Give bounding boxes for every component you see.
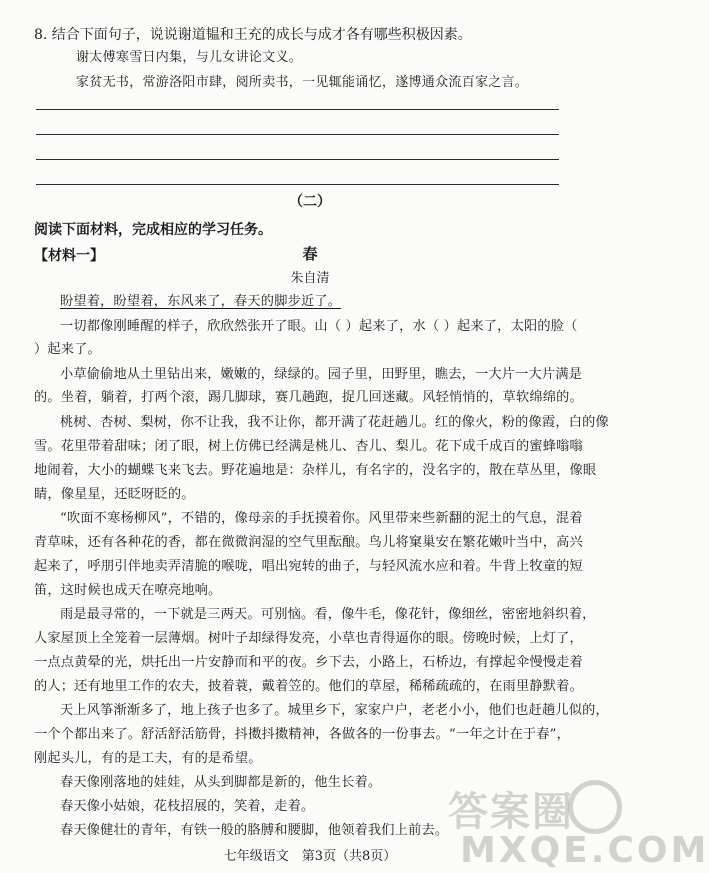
- section-title: （二）: [289, 194, 331, 210]
- passage-author: 朱自清: [290, 271, 330, 286]
- passage-line: 雪。花里带着甜味；闭了眼，树上仿佛已经满是桃儿、杏儿、梨儿。花下成千成百的蜜蜂嗡嗡: [34, 439, 583, 454]
- passage-line: 地闹着，大小的蝴蝶飞来飞去。野花遍地是：杂样儿，有名字的，没名字的，散在草丛里，像眼: [34, 463, 597, 478]
- passage-line: 盼望着，盼望着，东风来了，春天的脚步近了。: [60, 294, 342, 309]
- passage-line: 春天像健壮的青年，有铁一般的胳膊和腰脚，他领着我们上前去。: [60, 823, 449, 838]
- question-8-quote-2: 家贫无书，常游洛阳市肆，阅所卖书，一见辄能诵忆，遂博通众流百家之言。: [76, 75, 529, 90]
- passage-line: 睛，像星星，还眨呀眨的。: [34, 487, 195, 502]
- passage-line: 笛，这时候也成天在嘹亮地响。: [34, 583, 222, 598]
- answer-line-2[interactable]: [36, 134, 559, 135]
- passage-line: 雨是最寻常的，一下就是三两天。可别恼。看，像牛毛，像花针，像细丝，密密地斜织着，: [60, 607, 596, 622]
- answer-line-1[interactable]: [36, 109, 559, 110]
- passage-line: 一点点黄晕的光，烘托出一片安静而和平的夜。乡下去，小路上，石桥边，有撑起伞慢慢走着: [34, 655, 583, 670]
- passage-line: 人家屋顶上全笼着一层薄烟。树叶子却绿得发亮，小草也青得逼你的眼。傍晚时候，上灯了，: [34, 631, 583, 646]
- passage-line: 的。坐着，躺着，打两个滚，踢几脚球，赛几趟跑，捉几回迷藏。风轻悄悄的，草软绵绵的。: [34, 390, 583, 405]
- passage-line: ）起来了。: [34, 342, 101, 357]
- passage-line: 春天像小姑娘，花枝招展的，笑着，走着。: [60, 799, 315, 814]
- watermark-logo-icon: [568, 780, 622, 834]
- watermark-text-cn: 答案圈: [448, 789, 574, 835]
- answer-line-3[interactable]: [36, 159, 559, 160]
- passage-line: 春天像刚落地的娃娃，从头到脚都是新的，他生长着。: [60, 775, 382, 790]
- passage-line: 小草偷偷地从土里钻出来，嫩嫩的，绿绿的。园子里，田野里，瞧去，一大片一大片满是: [60, 367, 583, 382]
- watermark-text-en: MXQE.COM: [460, 830, 709, 871]
- passage-line: 青草味，还有各种花的香，都在微微润湿的空气里酝酿。鸟儿将窠巢安在繁花嫩叶当中，高兴: [34, 535, 583, 550]
- passage-line: “吹面不寒杨柳风”，不错的，像母亲的手抚摸着你。风里带来些新翻的泥土的气息，混着: [60, 511, 583, 526]
- section-instruction: 阅读下面材料，完成相应的学习任务。: [34, 222, 272, 238]
- passage-title: 春: [302, 245, 318, 263]
- passage-line: 一个个都出来了。舒活舒活筋骨，抖擞抖擞精神，各做各的一份事去。“一年之计在于春”，: [34, 727, 570, 742]
- answer-line-4[interactable]: [36, 184, 559, 185]
- material-label: 【材料一】: [34, 248, 104, 264]
- passage-line: 的人；还有地里工作的农夫，披着蓑，戴着笠的。他们的草屋，稀稀疏疏的，在雨里静默着。: [34, 679, 583, 694]
- page-footer: 七年级语文 第3页（共8页）: [223, 849, 397, 864]
- passage-line: 天上风筝渐渐多了，地上孩子也多了。城里乡下，家家户户，老老小小，他们也赶趟儿似的，: [60, 703, 609, 718]
- passage-line: 刚起头儿，有的是工夫，有的是希望。: [34, 751, 262, 766]
- passage-line: 桃树、杏树、梨树，你不让我，我不让你，都开满了花赶趟儿。红的像火，粉的像霞，白的像: [60, 415, 609, 430]
- question-8-prompt: 8. 结合下面句子，说说谢道韫和王充的成长与成才各有哪些积极因素。: [34, 27, 472, 43]
- passage-line: 起来了，呼朋引伴地卖弄清脆的喉咙，唱出宛转的曲子，与轻风流水应和着。牛背上牧童的短: [34, 559, 583, 574]
- question-8-quote-1: 谢太傅寒雪日内集，与儿女讲论文义。: [76, 50, 303, 65]
- passage-line: 一切都像刚睡醒的样子，欣欣然张开了眼。山（ ）起来了，水（ ）起来了，太阳的脸（: [60, 319, 578, 334]
